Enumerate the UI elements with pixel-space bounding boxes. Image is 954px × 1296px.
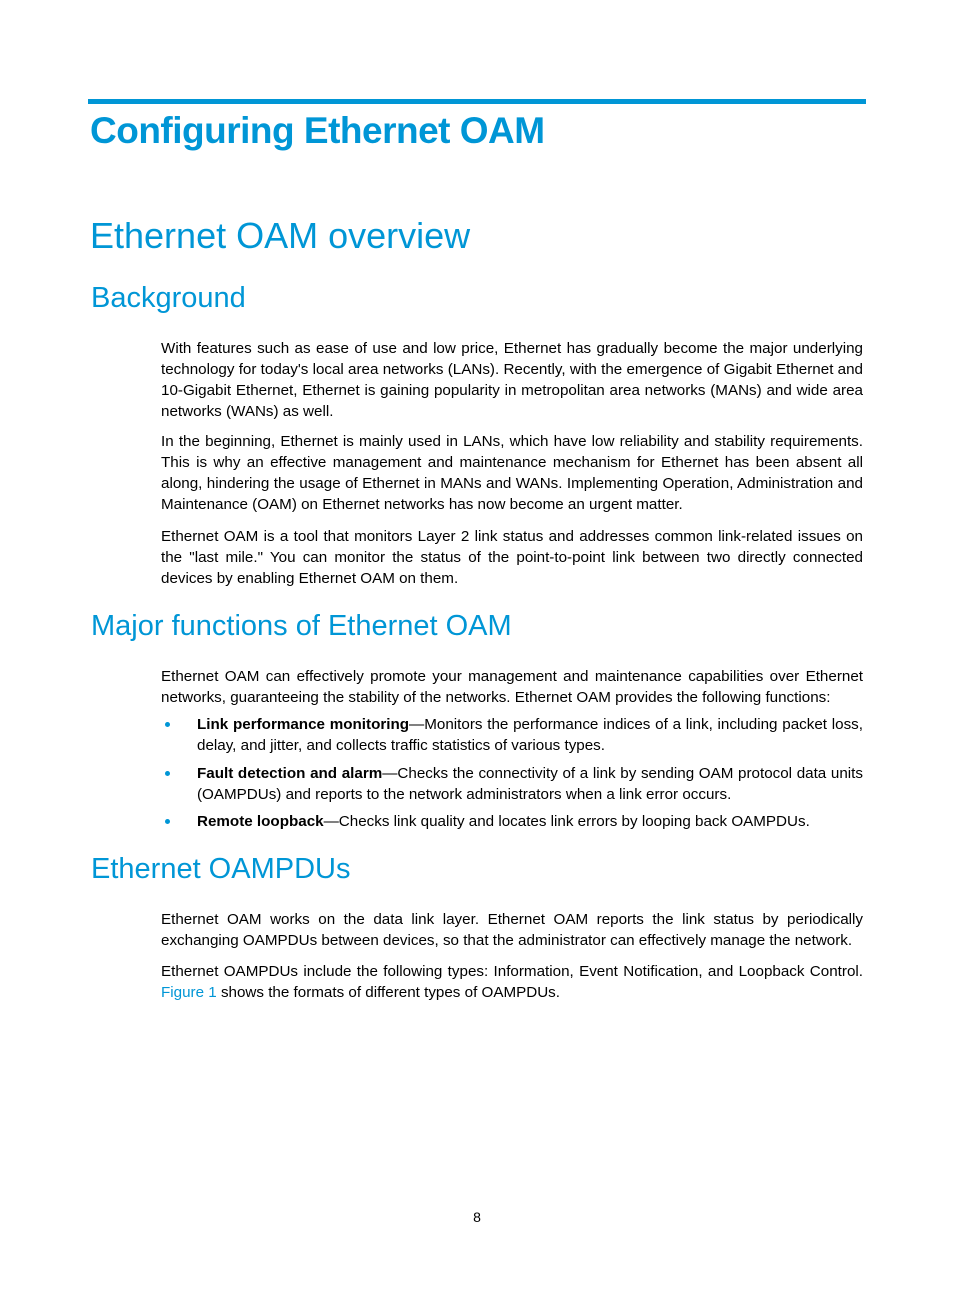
list-item-description: —Monitors the performance indices of a link, including packet loss, delay, and jitter, and collects traffic statistics of various types. [197, 716, 863, 754]
bullet-icon [165, 771, 170, 776]
major-functions-intro: Ethernet OAM can effectively promote your management and maintenance capabilities over Ethernet networks, guaranteeing the stability of the networks. Ethernet OAM provides the following functions: [161, 668, 863, 706]
list-item [161, 811, 863, 832]
oampdus-paragraph-2 [161, 961, 863, 1003]
chapter-rule [88, 99, 866, 104]
bullet-icon [165, 722, 170, 727]
background-paragraph-3: Ethernet OAM is a tool that monitors Layer 2 link status and addresses common link-related issues on the "last mile." You can monitor the status of the point-to-point link between two directly connected devices by enabling Ethernet OAM on them. [161, 528, 863, 587]
figure-1-link[interactable]: Figure 1 [161, 984, 217, 1001]
list-item-text [197, 811, 863, 832]
oampdus-paragraph-1: Ethernet OAM works on the data link layer. Ethernet OAM reports the link status by periodically exchanging OAMPDUs between devices, so that the administrator can effectively manage the network. [161, 911, 863, 949]
section-title: Ethernet OAM overview [90, 215, 471, 256]
list-item-text [197, 763, 863, 805]
list-item-text [197, 714, 863, 756]
list-item-term: Remote loopback [197, 813, 324, 830]
list-item-description: —Checks the connectivity of a link by sending OAM protocol data units (OAMPDUs) and reports to the network administrators when a link error occurs. [197, 765, 863, 803]
background-paragraph-2: In the beginning, Ethernet is mainly used in LANs, which have low reliability and stability requirements. This is why an effective management and maintenance mechanism for Ethernet has been absent all along, hindering the usage of Ethernet in MANs and WANs. Implementing Operation, Administration and Maintenance (OAM) on Ethernet networks has now become an urgent matter. [161, 433, 863, 513]
background-paragraph-1: With features such as ease of use and low price, Ethernet has gradually become the major underlying technology for today's local area networks (LANs). Recently, with the emergence of Gigabit Ethernet and 10-Gigabit Ethernet, Ethernet is gaining popularity in metropolitan area networks (MANs) and wide area networks (WANs) as well. [161, 340, 863, 420]
list-item-description: —Checks link quality and locates link errors by looping back OAMPDUs. [323, 813, 810, 830]
background-heading: Background [91, 282, 246, 314]
major-functions-heading: Major functions of Ethernet OAM [91, 610, 512, 642]
page-number: 8 [473, 1209, 481, 1225]
list-item-term: Fault detection and alarm [197, 765, 383, 782]
list-item-term: Link performance monitoring [197, 716, 410, 733]
oampdus-heading: Ethernet OAMPDUs [91, 853, 351, 885]
chapter-title: Configuring Ethernet OAM [90, 110, 545, 151]
oampdus-paragraph-2-end: shows the formats of different types of OAMPDUs. [216, 984, 560, 1001]
list-item [161, 763, 863, 805]
oampdus-paragraph-2-start: Ethernet OAMPDUs include the following types: Information, Event Notification, and Loopback Control. [161, 963, 863, 980]
bullet-icon [165, 819, 170, 824]
list-item [161, 714, 863, 756]
